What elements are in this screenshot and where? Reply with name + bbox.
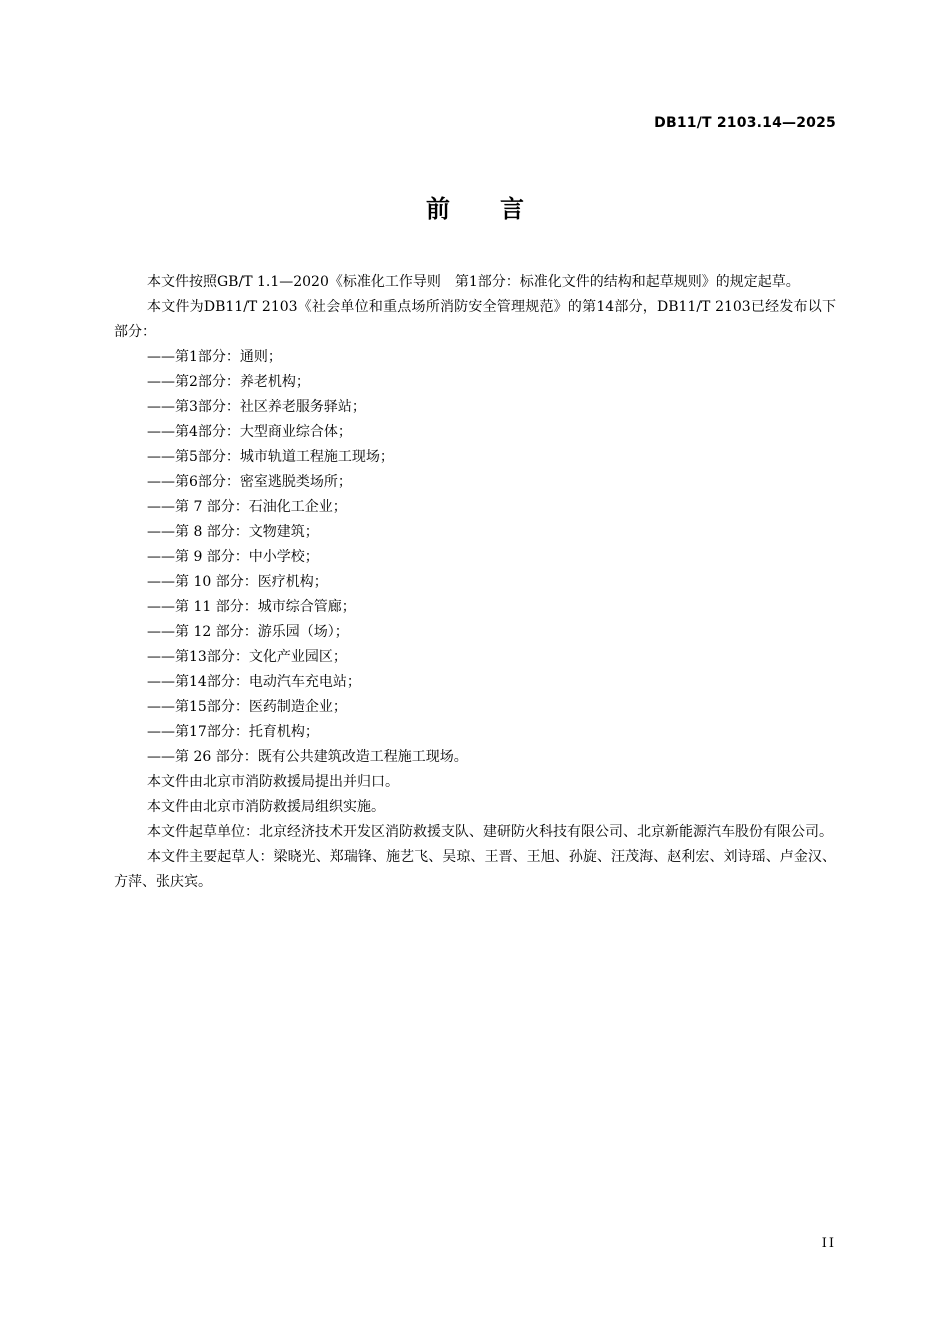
paragraph-drafting-rules: 本文件按照GB/T 1.1—2020《标准化工作导则 第1部分：标准化文件的结构和起草规则》的规定起草。: [147, 274, 800, 290]
list-item: ——第2部分：养老机构；: [147, 374, 310, 390]
list-item: ——第5部分：城市轨道工程施工现场；: [147, 449, 394, 465]
title-char-1: 前: [426, 195, 450, 223]
title-char-2: 言: [500, 195, 524, 223]
list-item: ——第 12 部分：游乐园（场）；: [147, 624, 349, 640]
page-title: [0, 192, 950, 226]
list-item: ——第14部分：电动汽车充电站；: [147, 674, 361, 690]
paragraph-drafters: 本文件主要起草人：梁晓光、郑瑞锋、施艺飞、吴琼、王晋、王旭、孙旋、汪茂海、赵利宏、刘诗瑶、卢金汉、方萍、张庆宾。: [114, 849, 836, 890]
list-item: ——第 11 部分：城市综合管廊；: [147, 599, 356, 615]
list-item: ——第 8 部分：文物建筑；: [147, 524, 319, 540]
list-item: ——第3部分：社区养老服务驿站；: [147, 399, 366, 415]
list-item: ——第13部分：文化产业园区；: [147, 649, 347, 665]
list-item: ——第17部分：托育机构；: [147, 724, 319, 740]
paragraph-proposer: 本文件由北京市消防救援局提出并归口。: [147, 774, 399, 790]
page-number: II: [821, 1236, 836, 1251]
document-code: DB11/T 2103.14—2025: [654, 115, 836, 131]
foreword-body: [114, 270, 836, 895]
list-item: ——第 10 部分：医疗机构；: [147, 574, 328, 590]
list-item: ——第4部分：大型商业综合体；: [147, 424, 352, 440]
list-item: ——第6部分：密室逃脱类场所；: [147, 474, 352, 490]
paragraph-series-intro: 本文件为DB11/T 2103《社会单位和重点场所消防安全管理规范》的第14部分，DB11/T 2103已经发布以下部分：: [114, 299, 836, 340]
paragraph-drafting-units: 本文件起草单位：北京经济技术开发区消防救援支队、建研防火科技有限公司、北京新能源汽车股份有限公司。: [147, 824, 833, 840]
paragraph-implementer: 本文件由北京市消防救援局组织实施。: [147, 799, 385, 815]
published-parts-list: [114, 345, 836, 770]
list-item: ——第 9 部分：中小学校；: [147, 549, 319, 565]
list-item: ——第1部分：通则；: [147, 349, 282, 365]
list-item: ——第 7 部分：石油化工企业；: [147, 499, 347, 515]
list-item: ——第15部分：医药制造企业；: [147, 699, 347, 715]
list-item: ——第 26 部分：既有公共建筑改造工程施工现场。: [147, 749, 468, 765]
